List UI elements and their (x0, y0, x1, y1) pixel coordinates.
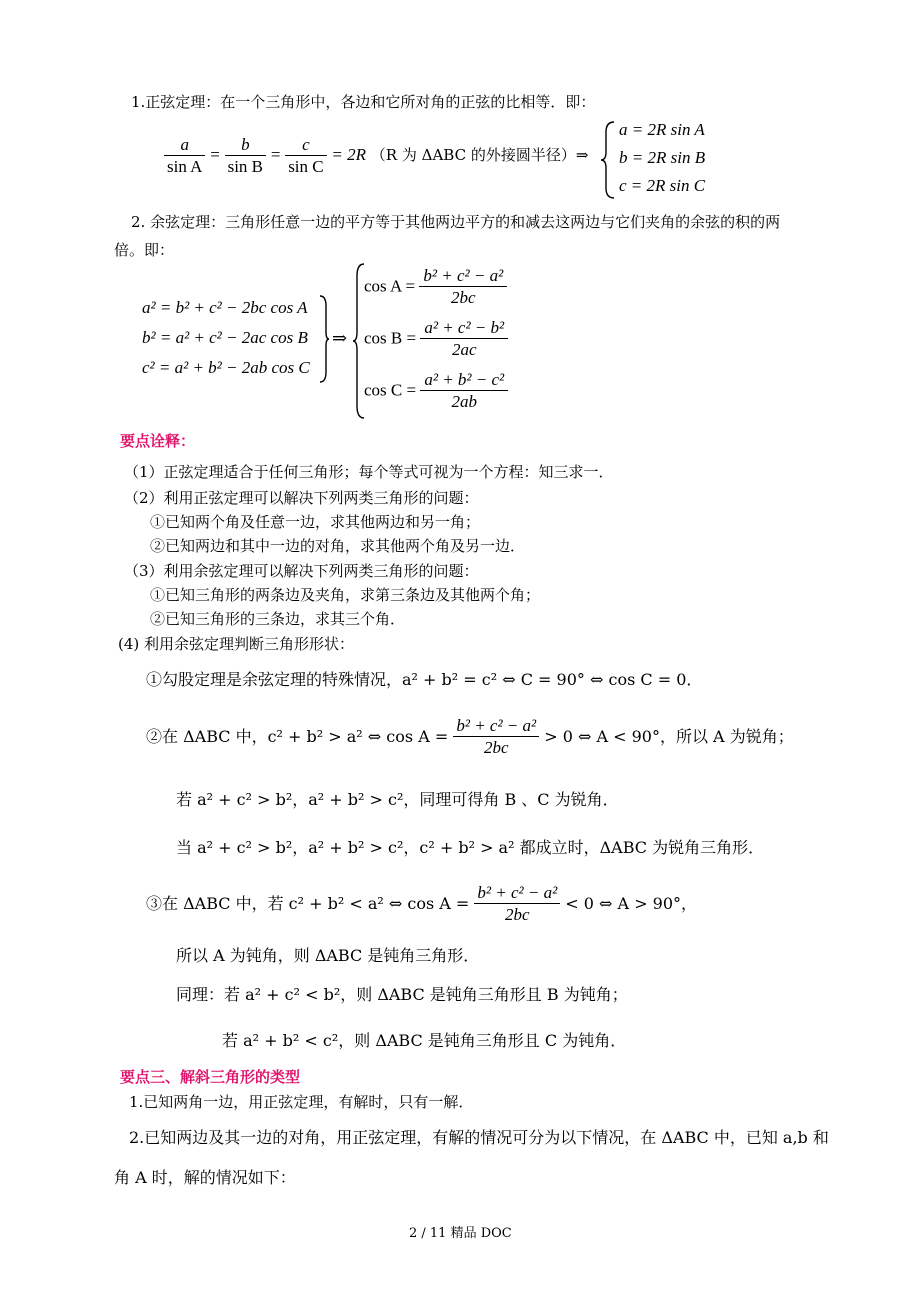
section-3-p2-line2: 角 A 时，解的情况如下： (114, 1168, 296, 1187)
left-brace-icon (600, 120, 616, 200)
case-3-d: 若 a² + b² < c²，则 ΔABC 是钝角三角形且 C 为钝角． (222, 1031, 627, 1050)
note-3b: ②已知三角形的三条边，求其三个角． (150, 610, 406, 628)
cosine-eq-b: b² = a² + c² − 2ac cos B (142, 328, 308, 347)
fraction-a-sinA: $\frac{a}{\text{sin A}}$ (164, 134, 205, 178)
cosine-law-text-line1: 2. 余弦定理：三角形任意一边的平方等于其他两边平方的和减去这两边与它们夹角的余弦的积的两 (131, 213, 781, 231)
sine-law-intro: 1.正弦定理：在一个三角形中，各边和它所对角的正弦的比相等．即： (131, 93, 596, 111)
case-3-b: 所以 A 为钝角，则 ΔABC 是钝角三角形． (176, 946, 480, 965)
cosine-law-text-line2: 倍。即： (114, 241, 175, 259)
cosine-eq-a: a² = b² + c² − 2bc cos A (142, 298, 308, 317)
section-3-p1: 1.已知两角一边，用正弦定理，有解时，只有一解． (129, 1093, 474, 1111)
cosC-formula: cos C = $\frac{\text{a² + b² − c²}}{2ab}$ (364, 369, 508, 413)
case-1: ①勾股定理是余弦定理的特殊情况，a² + b² = c² ⇔ C = 90° ⇔ cos C = 0． (146, 670, 703, 689)
note-3: （3）利用余弦定理可以解决下列两类三角形的问题： (124, 562, 479, 580)
sine-system-b: b = 2R sin B (619, 148, 706, 167)
case-2-c: 当 a² + c² > b²，a² + b² > c²，c² + b² > a² 都成立时，ΔABC 为锐角三角形． (176, 838, 765, 857)
key-points-heading: 要点诠释： (120, 432, 196, 450)
implies-arrow-icon: ⇒ (332, 328, 348, 349)
case-2: ②在 ΔABC 中，c² + b² > a² ⇔ cos A = $\frac{\text{b² + c² − a²}}{2bc}$ > 0 ⇔ A < 90°，所以 A 为锐角； (146, 716, 794, 758)
cosB-formula: cos B = $\frac{\text{a² + c² − b²}}{2ac}$ (364, 317, 508, 361)
cosA-formula: cos A = $\frac{\text{b² + c² − a²}}{2bc}$ (364, 265, 507, 309)
fraction-c-sinC: $\frac{c}{\text{sin C}}$ (285, 134, 326, 178)
note-3a: ①已知三角形的两条边及夹角，求第三条边及其他两个角； (150, 586, 541, 604)
note-2: （2）利用正弦定理可以解决下列两类三角形的问题： (124, 489, 479, 507)
cosine-eq-c: c² = a² + b² − 2ab cos C (142, 358, 310, 377)
note-1: （1）正弦定理适合于任何三角形；每个等式可视为一个方程：知三求一． (124, 463, 614, 481)
sine-law-formula: $\frac{a}{\text{sin A}}$ = $\frac{b}{\text{sin B}}$ = $\frac{c}{\text{sin C}}$ = 2R （R 为 ΔABC 的外接圆半径）⇒ (164, 134, 588, 178)
note-2b: ②已知两边和其中一边的对角，求其他两个角及另一边． (150, 537, 526, 555)
section-3-heading: 要点三、解斜三角形的类型 (120, 1068, 301, 1086)
note-2a: ①已知两个角及任意一边，求其他两边和另一角； (150, 513, 481, 531)
case-2-b: 若 a² + c² > b²，a² + b² > c²，同理可得角 B 、C 为锐角． (176, 790, 619, 809)
sine-system-a: a = 2R sin A (619, 120, 705, 139)
case-3: ③在 ΔABC 中，若 c² + b² < a² ⇔ cos A = $\frac{\text{b² + c² − a²}}{2bc}$ < 0 ⇔ A > 90°， (146, 883, 698, 925)
fraction-b-sinB: $\frac{b}{\text{sin B}}$ (225, 134, 266, 178)
section-3-p2-line1: 2.已知两边及其一边的对角，用正弦定理，有解的情况可分为以下情况，在 ΔABC 中，已知 a,b 和 (129, 1128, 829, 1147)
case-3-c: 同理：若 a² + c² < b²，则 ΔABC 是钝角三角形且 B 为钝角； (176, 985, 628, 1004)
right-brace-icon (318, 294, 330, 384)
note-4: (4) 利用余弦定理判断三角形形状： (118, 635, 355, 653)
sine-system-c: c = 2R sin C (619, 176, 706, 195)
page-footer: 2 / 11 精品 DOC (409, 1226, 512, 1241)
